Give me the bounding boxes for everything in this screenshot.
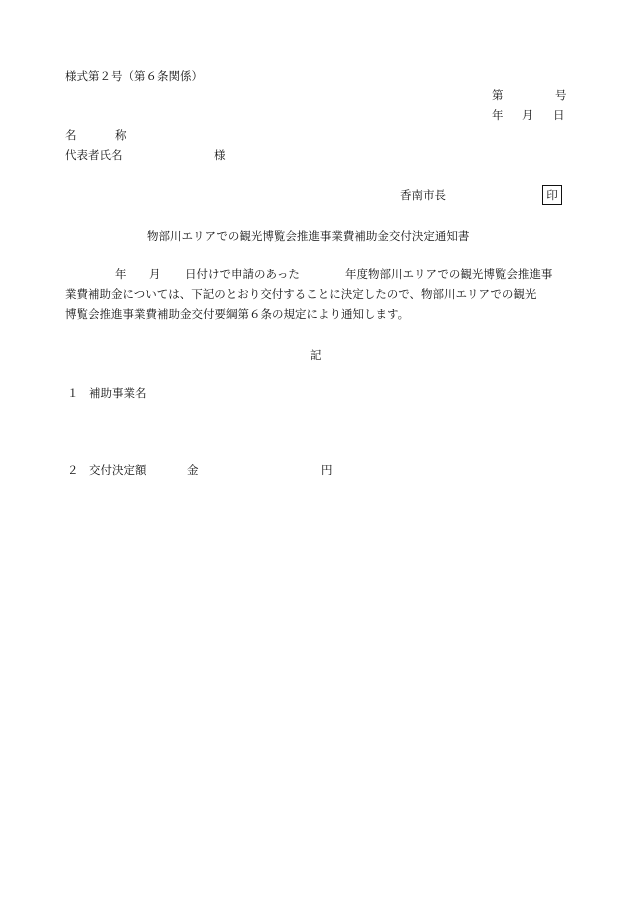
issuer-title: 香南市長 (400, 188, 446, 202)
date-month: 月 (522, 108, 534, 122)
item-2-unit: 円 (321, 463, 333, 477)
item-2-prefix: 金 (187, 463, 199, 477)
item-2-number: ２ (67, 463, 79, 477)
form-number: 様式第２号（第６条関係） (65, 69, 203, 83)
name-label-2: 称 (115, 128, 127, 142)
body-line3: 博覧会推進事業費補助金交付要綱第６条の規定により通知します。 (65, 307, 410, 321)
ki-heading: 記 (310, 348, 322, 362)
item-1-label: 補助事業名 (89, 386, 147, 400)
body-year: 年 (115, 267, 127, 281)
seal-stamp: 印 (542, 185, 562, 205)
number-prefix: 第 (492, 88, 504, 102)
body-line2: 業費補助金については、下記のとおり交付することに決定したので、物部川エリアでの観光 (65, 287, 537, 301)
date-year: 年 (492, 108, 504, 122)
representative-label: 代表者氏名 (65, 148, 123, 162)
item-2-label: 交付決定額 (89, 463, 147, 477)
item-1-number: １ (67, 386, 79, 400)
body-date-phrase: 日付けで申請のあった (185, 267, 300, 281)
number-suffix: 号 (555, 88, 567, 102)
body-line1-end: 年度物部川エリアでの観光博覧会推進事 (345, 267, 553, 281)
name-label-1: 名 (65, 128, 77, 142)
honorific: 様 (214, 148, 226, 162)
body-month: 月 (149, 267, 161, 281)
document-title: 物部川エリアでの観光博覧会推進事業費補助金交付決定通知書 (147, 229, 470, 243)
date-day: 日 (553, 108, 565, 122)
